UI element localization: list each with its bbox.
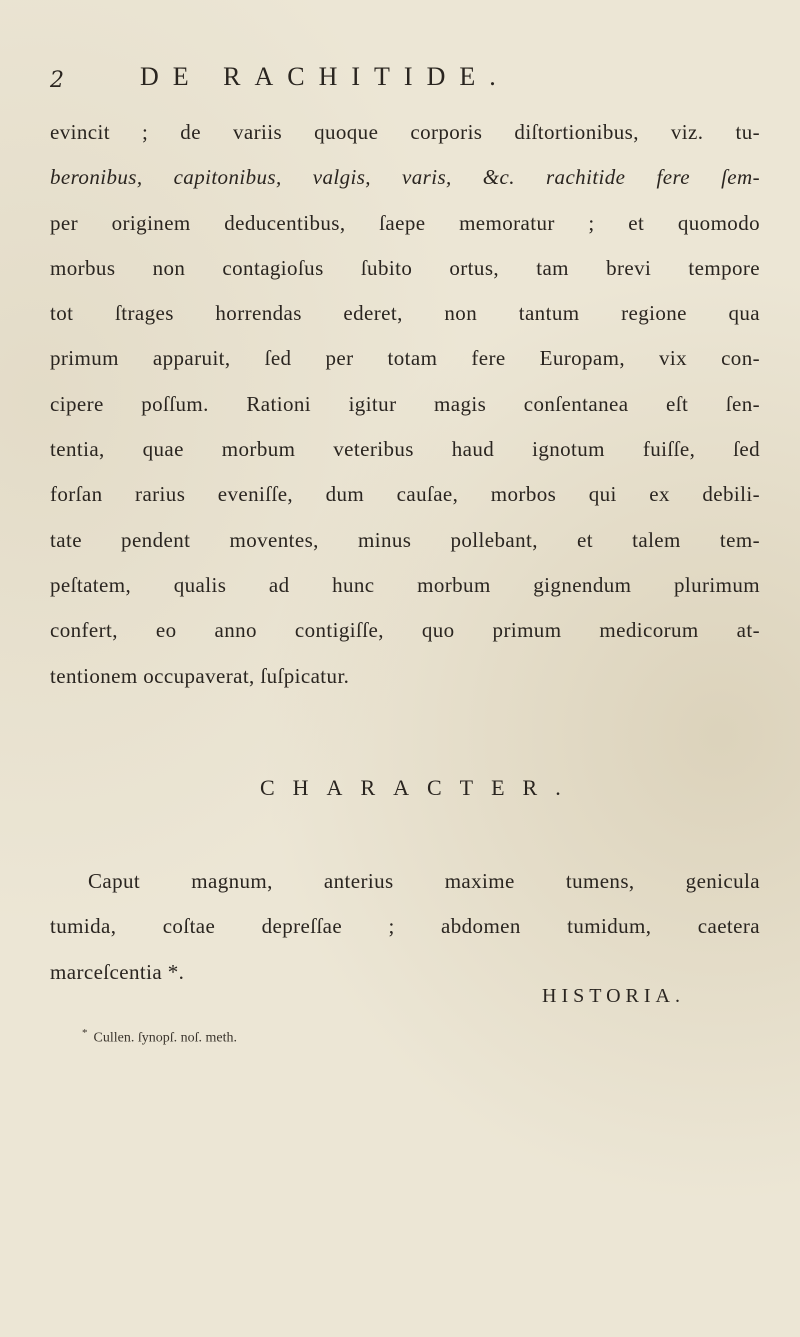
text-line: Caput magnum, anterius maxime tumens, genicula <box>88 869 760 893</box>
text-line: tate pendent moventes, minus pollebant, et talem tem- <box>50 527 760 552</box>
text-line: primum apparuit, ſed per totam fere Europam, vix con- <box>50 346 760 371</box>
text-line: marceſcentia *. <box>50 959 185 984</box>
text-line: tumida, coſtae depreſſae ; abdomen tumidum, caetera <box>50 914 760 939</box>
section-heading: CHARACTER. <box>260 775 579 800</box>
text-line: tentia, quae morbum veteribus haud ignotum fuiſſe, ſed <box>50 437 760 462</box>
text-line: evincit ; de variis quoque corporis diſtortionibus, viz. tu- <box>50 120 760 144</box>
footnote-mark: * <box>82 1027 88 1039</box>
text-line: cipere poſſum. Rationi igitur magis conſentanea eſt ſen- <box>50 391 760 416</box>
text-line: beronibus, capitonibus, valgis, varis, &c. rachitide fere ſem- <box>50 165 760 190</box>
catchword: HISTORIA. <box>542 985 685 1007</box>
text-line: morbus non contagioſus ſubito ortus, tam brevi tempore <box>50 255 760 280</box>
text-line: per originem deducentibus, ſaepe memoratur ; et quomodo <box>50 210 760 235</box>
footnote <box>82 1027 237 1047</box>
footnote-text: Cullen. ſynopſ. noſ. meth. <box>93 1030 237 1046</box>
page-number: 2 <box>50 68 64 93</box>
paragraph-main <box>50 110 760 699</box>
text-line: peſtatem, qualis ad hunc morbum gignendum plurimum <box>50 572 760 597</box>
text-line: forſan rarius eveniſſe, dum cauſae, morbos qui ex debili- <box>50 482 760 507</box>
text-line: tentionem occupaverat, ſuſpicatur. <box>50 663 350 688</box>
running-head <box>50 62 770 92</box>
running-title: DE RACHITIDE. <box>140 62 510 91</box>
text-line: tot ſtrages horrendas ederet, non tantum regione qua <box>50 301 760 326</box>
text-line: confert, eo anno contigiſſe, quo primum medicorum at- <box>50 618 760 643</box>
